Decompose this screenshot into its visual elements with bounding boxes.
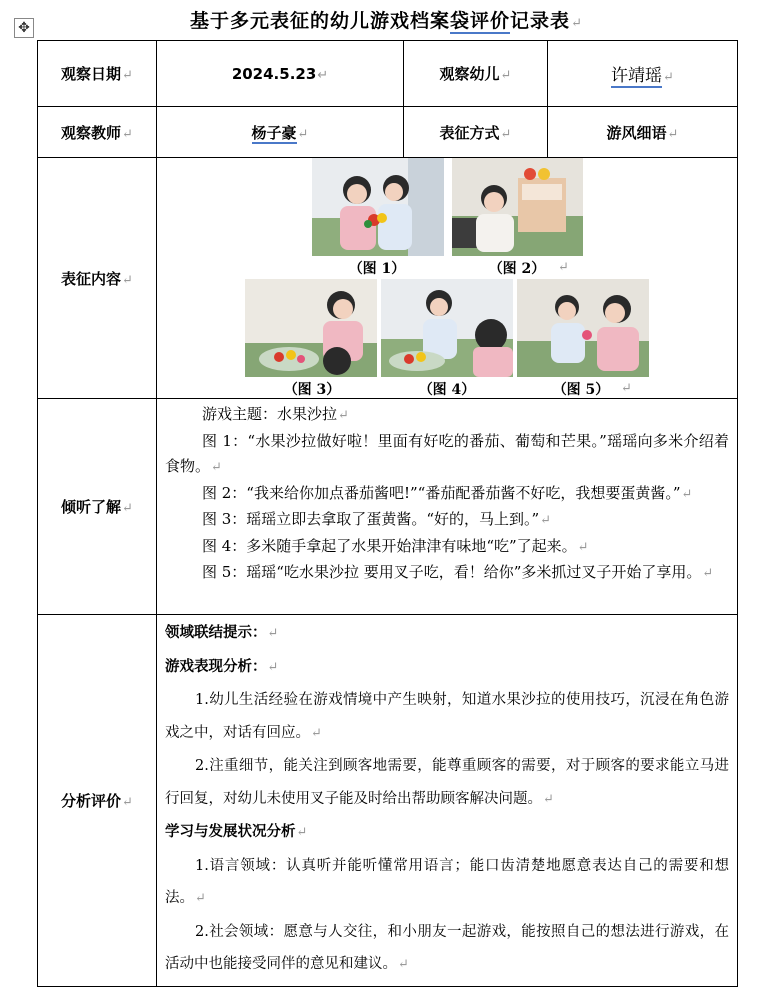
photo-5	[517, 279, 649, 377]
listen-fig5: 图 5：瑶瑶“吃水果沙拉 要用叉子吃，看！给你”多米抓过叉子开始了享用。↵	[202, 563, 714, 581]
analysis-point-1: 1.幼儿生活经验在游戏情境中产生映射，知道水果沙拉的使用技巧，沉浸在角色游戏之中，对话有回应。↵	[165, 692, 729, 741]
representation-label-cell: 表征内容↵	[38, 158, 157, 399]
listen-fig2: 图 2：“我来给你加点番茄酱吧!”“番茄配番茄酱不好吃，我想要蛋黄酱。”↵	[202, 483, 693, 502]
method-label-cell: 表征方式↵	[404, 107, 548, 158]
photo-1-caption: （图 1）	[348, 261, 406, 277]
listen-label-cell: 倾听了解↵	[38, 399, 157, 615]
listen-content-cell	[157, 399, 738, 615]
table-move-handle-icon[interactable]: ✥	[14, 18, 34, 38]
photo-5-caption: （图 5）	[552, 382, 610, 398]
photo-3-caption: （图 3）	[283, 382, 341, 398]
analysis-heading-development: 学习与发展状况分析↵	[165, 823, 308, 840]
child-value-cell: 许靖瑶↵	[548, 41, 738, 107]
representation-photos-cell: （图 1） （图 2） ↵ （图 3） （图 4） （图 5） ↵	[157, 158, 738, 399]
analysis-heading-domain: 领域联结提示：↵	[165, 624, 279, 641]
analysis-content-cell	[157, 615, 738, 987]
photo-4-caption: （图 4）	[418, 382, 476, 398]
date-label-cell: 观察日期↵	[38, 41, 157, 107]
date-value-cell: 2024.5.23↵	[157, 41, 404, 107]
teacher-label-cell: 观察教师↵	[38, 107, 157, 158]
photo-2-caption: （图 2）	[488, 261, 546, 277]
analysis-label-cell: 分析评价↵	[38, 615, 157, 987]
development-point-1: 1.语言领域：认真听并能听懂常用语言；能口齿清楚地愿意表达自己的需要和想法。↵	[165, 857, 729, 906]
analysis-heading-performance: 游戏表现分析：↵	[165, 657, 279, 675]
analysis-point-2: 2.注重细节，能关注到顾客地需要，能尊重顾客的需要，对于顾客的要求能立马进行回复，对幼儿未使用叉子能及时给出帮助顾客解决问题。↵	[165, 758, 729, 807]
photo-1	[312, 158, 444, 256]
record-table	[37, 40, 738, 987]
development-point-2: 2.社会领域：愿意与人交往，和小朋友一起游戏，能按照自己的想法进行游戏，在活动中也能接受同伴的意见和建议。↵	[165, 923, 729, 972]
page-title: 基于多元表征的幼儿游戏档案袋评价记录表↵	[190, 10, 583, 32]
child-label-cell: 观察幼儿↵	[404, 41, 548, 107]
listen-fig1: 图 1：“水果沙拉做好啦！里面有好吃的番茄、葡萄和芒果。”瑶瑶向多米介绍着食物。↵	[165, 431, 729, 475]
listen-theme: 游戏主题：水果沙拉↵	[202, 405, 349, 423]
method-value-cell: 游风细语↵	[548, 107, 738, 158]
photo-3	[245, 279, 377, 377]
teacher-value-cell: 杨子豪↵	[157, 107, 404, 158]
photo-4	[381, 279, 513, 377]
listen-fig4: 图 4：多米随手拿起了水果开始津津有味地“吃”了起来。↵	[202, 536, 589, 555]
listen-fig3: 图 3：瑶瑶立即去拿取了蛋黄酱。“好的，马上到。”↵	[202, 510, 552, 528]
photo-2	[452, 158, 583, 256]
